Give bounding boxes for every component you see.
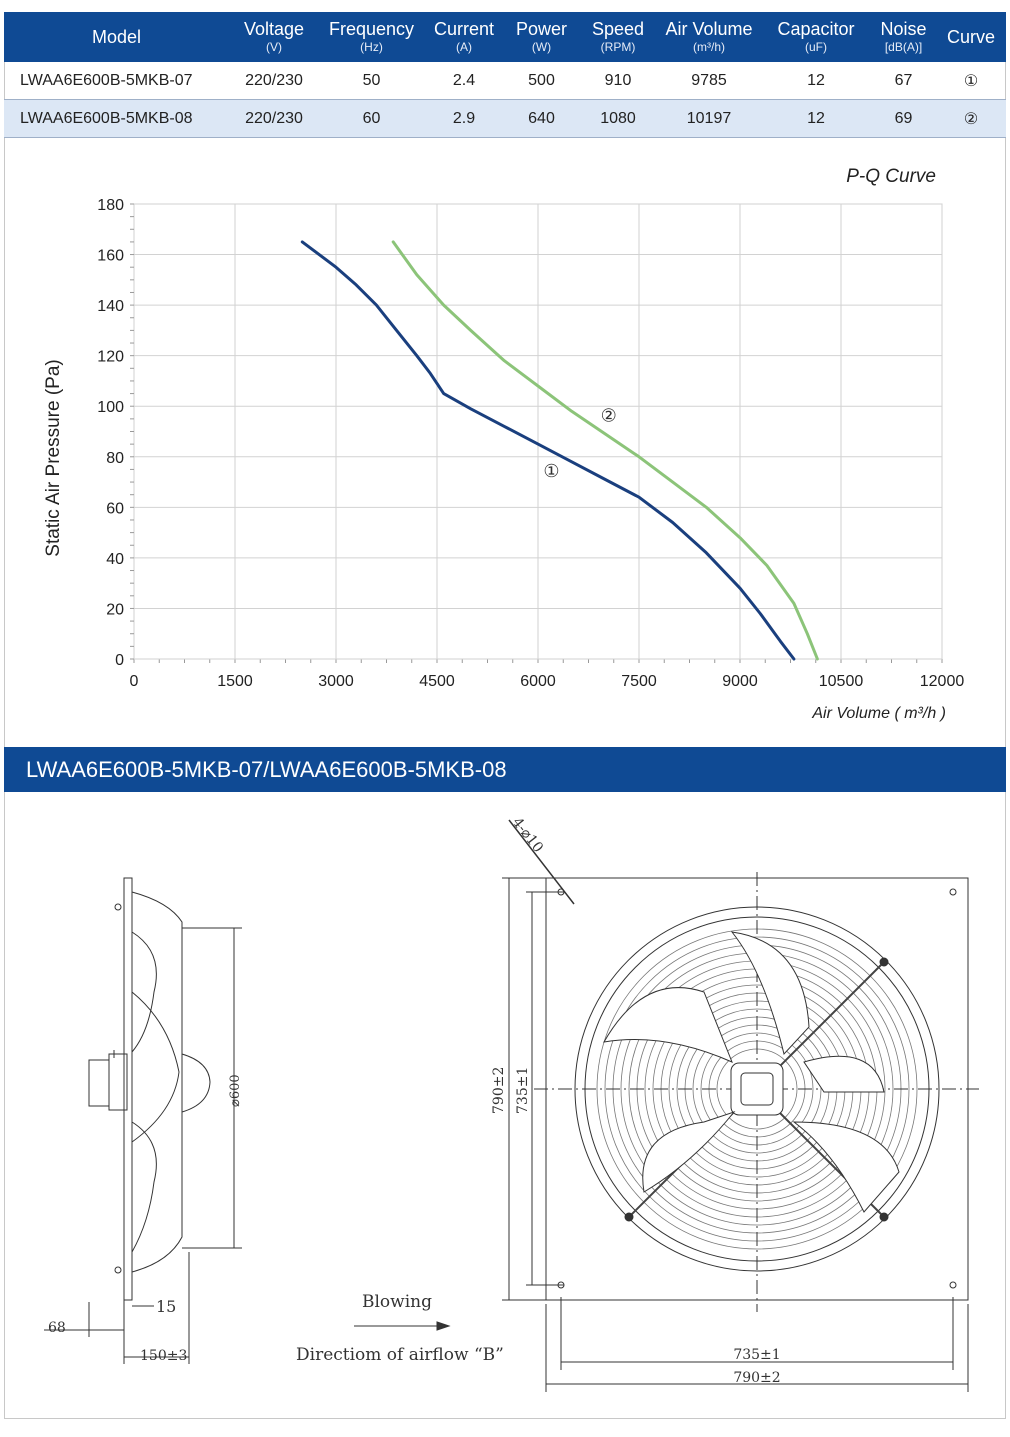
table-cell: 2.9 <box>424 100 504 138</box>
series-line-2 <box>393 242 817 659</box>
header-current <box>424 12 504 62</box>
y-tick-label: 80 <box>106 449 124 467</box>
table-cell: 1080 <box>579 100 657 138</box>
table-cell: ② <box>936 100 1006 138</box>
table-cell: 500 <box>504 62 579 100</box>
dim-735-horizontal-label: 735±1 <box>733 1347 781 1363</box>
blowing-label: Blowing <box>362 1292 432 1312</box>
table-cell: LWAA6E600B-5MKB-07 <box>4 62 229 100</box>
header-name: Speed <box>591 19 645 39</box>
header-name: Air Volume <box>665 19 753 39</box>
header-name: Frequency <box>328 19 415 39</box>
table-cell: LWAA6E600B-5MKB-08 <box>4 100 229 138</box>
dim-150-label: 150±3 <box>140 1348 188 1364</box>
dim-735-vertical-label: 735±1 <box>515 1066 531 1114</box>
y-tick-label: 0 <box>115 652 124 669</box>
header-model <box>4 12 229 62</box>
table-cell: 12 <box>761 62 871 100</box>
section-title: LWAA6E600B-5MKB-07/LWAA6E600B-5MKB-08 <box>4 747 1006 792</box>
header-name: Model <box>91 27 142 47</box>
hole-dim-label: 4-⌀10 <box>508 814 547 856</box>
y-tick-label: 100 <box>97 399 124 417</box>
table-cell: 220/230 <box>229 100 319 138</box>
table-cell: 60 <box>319 100 424 138</box>
header-power <box>504 12 579 62</box>
x-tick-label: 4500 <box>419 673 455 690</box>
series-annotation: ② <box>600 405 617 426</box>
header-curve <box>936 12 1006 62</box>
y-tick-label: 120 <box>97 348 124 366</box>
table-cell: 10197 <box>657 100 761 138</box>
table-cell: ① <box>936 62 1006 100</box>
y-tick-label: 40 <box>106 550 124 568</box>
table-cell: 50 <box>319 62 424 100</box>
x-tick-label: 7500 <box>621 673 657 690</box>
y-tick-label: 180 <box>97 197 124 214</box>
spec-table-header <box>4 12 1006 62</box>
series-line-1 <box>302 242 794 659</box>
dim-790-horizontal-label: 790±2 <box>733 1370 781 1386</box>
front-view <box>534 872 979 1312</box>
header-name: Capacitor <box>777 19 855 39</box>
dim-15-label: 15 <box>156 1297 177 1316</box>
header-unit: [dB(A)] <box>884 40 923 54</box>
header-name: Voltage <box>243 19 305 39</box>
header-name: Power <box>515 19 568 39</box>
chart-title: P-Q Curve <box>846 166 936 187</box>
header-unit: (V) <box>266 40 282 54</box>
header-unit: (Hz) <box>360 40 383 54</box>
table-cell: 67 <box>871 62 936 100</box>
y-tick-label: 60 <box>106 500 124 518</box>
table-cell: 910 <box>579 62 657 100</box>
header-name: Curve <box>946 27 995 47</box>
table-row <box>4 100 1006 138</box>
table-cell: 220/230 <box>229 62 319 100</box>
header-air-volume <box>657 12 761 62</box>
y-tick-label: 140 <box>97 298 124 316</box>
x-axis-label: Air Volume ( m³/h ) <box>812 705 946 722</box>
table-cell: 69 <box>871 100 936 138</box>
y-tick-label: 160 <box>97 247 124 265</box>
header-speed <box>579 12 657 62</box>
table-cell: 9785 <box>657 62 761 100</box>
header-unit: (m³/h) <box>693 40 725 54</box>
diameter-600-label: ⌀600 <box>228 1074 243 1107</box>
header-name: Current <box>433 19 495 39</box>
x-tick-label: 6000 <box>520 673 556 690</box>
series-annotation: ① <box>543 461 560 481</box>
pq-curve-chart <box>4 140 1006 740</box>
header-unit: (W) <box>531 40 552 54</box>
spec-table <box>4 12 1006 138</box>
header-voltage <box>229 12 319 62</box>
x-tick-label: 3000 <box>318 673 354 690</box>
header-noise <box>871 12 936 62</box>
y-tick-label: 20 <box>106 601 124 619</box>
x-tick-label: 0 <box>129 673 139 690</box>
header-unit: (uF) <box>805 40 827 54</box>
airflow-direction-label: Directiom of airflow “B” <box>296 1345 504 1365</box>
header-unit: (RPM) <box>600 40 636 54</box>
table-cell: 12 <box>761 100 871 138</box>
header-frequency <box>319 12 424 62</box>
table-cell: 2.4 <box>424 62 504 100</box>
dim-68-label: 68 <box>48 1320 66 1336</box>
side-view <box>89 878 210 1300</box>
x-tick-label: 12000 <box>919 673 965 690</box>
table-cell: 640 <box>504 100 579 138</box>
header-capacitor <box>761 12 871 62</box>
header-name: Noise <box>880 19 927 39</box>
x-tick-label: 9000 <box>722 673 758 690</box>
dimension-drawing <box>4 792 1006 1418</box>
dim-790-vertical-label: 790±2 <box>491 1066 507 1114</box>
table-row <box>4 62 1006 100</box>
x-tick-label: 10500 <box>818 673 864 690</box>
y-axis-label: Static Air Pressure (Pa) <box>43 359 64 557</box>
x-tick-label: 1500 <box>217 673 253 690</box>
header-unit: (A) <box>456 40 472 54</box>
